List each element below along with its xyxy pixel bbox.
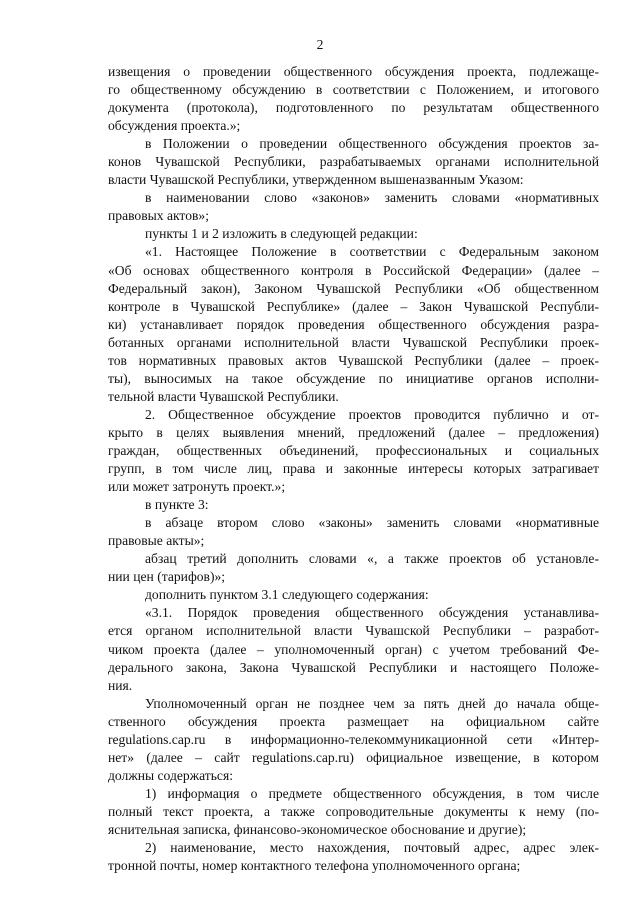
text-line: в пункте 3: <box>145 497 209 513</box>
text-line: ботанных органами исполнительной власти Чувашской Республики проек- <box>108 334 599 350</box>
paragraph <box>108 604 599 694</box>
paragraph <box>108 243 599 405</box>
text-line: 2) наименование, место нахождения, почтовый адрес, адрес элек- <box>145 840 599 856</box>
paragraph <box>108 586 599 604</box>
paragraph <box>108 135 599 189</box>
text-line: ния. <box>108 677 133 693</box>
text-line: тов нормативных правовых актов Чувашской Республики (далее – проек- <box>108 352 599 368</box>
text-line: чиком проекта (далее – уполномоченный орган) с учетом требований Фе- <box>108 641 599 657</box>
text-line: в наименовании слово «законов» заменить словами «нормативных <box>145 190 599 206</box>
document-body <box>108 63 599 875</box>
text-line: «1. Настоящее Положение в соответствии с Федеральным законом <box>145 244 599 260</box>
text-line: конов Чувашской Республики, разрабатываемых органами исполнительной <box>108 154 599 170</box>
text-line: в абзаце втором слово «законы» заменить словами «нормативные <box>145 515 599 531</box>
text-line: пункты 1 и 2 изложить в следующей редакции: <box>145 226 418 242</box>
text-line: Уполномоченный орган не позднее чем за пять дней до начала обще- <box>145 695 599 711</box>
text-line: Федеральный закон), Законом Чувашской Республики «Об общественном <box>108 280 599 296</box>
text-line: извещения о проведении общественного обсуждения проекта, подлежаще- <box>108 64 599 79</box>
paragraph <box>108 839 599 875</box>
text-line: ки) устанавливает порядок проведения общественного обсуждения разра- <box>108 316 599 332</box>
text-line: 2. Общественное обсуждение проектов проводится публично и от- <box>145 406 599 422</box>
text-line: ственного обсуждения проекта размещает на официальном сайте <box>108 713 599 729</box>
text-line: ется органом исполнительной власти Чувашской Республики – разработ- <box>108 623 599 639</box>
text-line: крыто в целях выявления мнений, предложений (далее – предложения) <box>108 424 599 440</box>
text-line: дополнить пунктом 3.1 следующего содержания: <box>145 587 429 603</box>
text-line: 1) информация о предмете общественного обсуждения, в том числе <box>145 785 599 801</box>
text-line: дерального закона, Закона Чувашской Республики и настоящего Положе- <box>108 659 599 675</box>
paragraph <box>108 189 599 225</box>
text-line: ты), выносимых на такое обсуждение по инициативе органов исполни- <box>108 370 599 386</box>
text-line: правовых актов»; <box>108 208 209 224</box>
text-line: в Положении о проведении общественного обсуждения проектов за- <box>145 136 599 152</box>
text-line: го общественному обсуждению в соответствии с Положением, и итогового <box>108 82 599 98</box>
paragraph <box>108 550 599 586</box>
text-line: граждан, общественных объединений, профессиональных и социальных <box>108 442 599 458</box>
text-line: групп, в том числе лиц, права и законные интересы которых затрагивает <box>108 461 599 477</box>
text-line: «Об основах общественного контроля в Российской Федерации» (далее – <box>108 262 599 278</box>
text-line: документа (протокола), подготовленного по результатам общественного <box>108 100 599 116</box>
text-line: обсуждения проекта.»; <box>108 118 241 134</box>
text-line: правовые акты»; <box>108 533 205 549</box>
page-number: 2 <box>316 37 324 52</box>
text-line: полный текст проекта, а также сопроводительные документы к нему (по- <box>108 803 599 819</box>
paragraph <box>108 63 599 135</box>
text-line: должны содержаться: <box>108 767 233 783</box>
text-line: яснительная записка, финансово-экономическое обоснование и другие); <box>108 821 527 837</box>
text-line: regulations.cap.ru в информационно-телекоммуникационной сети «Интер- <box>108 731 599 747</box>
paragraph <box>108 225 599 243</box>
text-line: тельной власти Чувашской Республики. <box>108 388 339 404</box>
text-line: нет» (далее – сайт regulations.cap.ru) официальное извещение, в котором <box>108 749 599 765</box>
text-line: власти Чувашской Республики, утвержденном вышеназванным Указом: <box>108 172 524 188</box>
paragraph <box>108 514 599 550</box>
paragraph <box>108 496 599 514</box>
text-line: «3.1. Порядок проведения общественного обсуждения устанавлива- <box>145 605 599 621</box>
text-line: контроле в Чувашской Республике» (далее – Закон Чувашской Республи- <box>108 298 599 314</box>
paragraph <box>108 695 599 785</box>
paragraph <box>108 406 599 496</box>
text-line: абзац третий дополнить словами «, а также проектов об установле- <box>145 551 599 567</box>
text-line: нии цен (тарифов)»; <box>108 569 226 585</box>
text-line: тронной почты, номер контактного телефона уполномоченного органа; <box>108 858 521 874</box>
paragraph <box>108 785 599 839</box>
text-line: или может затронуть проект.»; <box>108 479 286 495</box>
